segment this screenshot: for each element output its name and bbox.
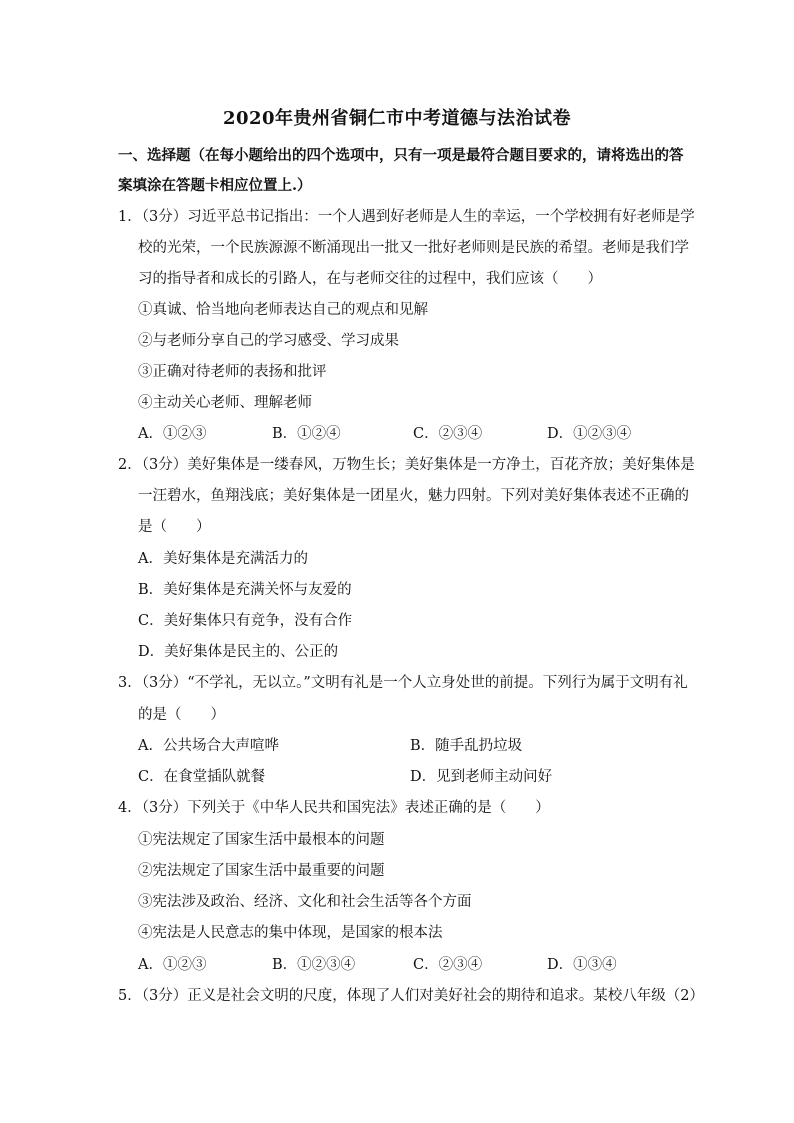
q4-item-3: ③宪法涉及政治、经济、文化和社会生活等各个方面 xyxy=(138,894,472,910)
q4-option-c[interactable]: C．②③④ xyxy=(413,957,483,973)
q2-option-b[interactable]: B．美好集体是充满关怀与友爱的 xyxy=(138,582,352,598)
q1-stem-line-1: 1．（3分）习近平总书记指出：一个人遇到好老师是人生的幸运，一个学校拥有好老师是学 xyxy=(118,209,695,225)
q1-stem-line-2: 校的光荣，一个民族源源不断涌现出一批又一批好老师则是民族的希望。老师是我们学 xyxy=(138,240,689,256)
q4-option-b[interactable]: B．①②③④ xyxy=(272,957,356,973)
q4-stem-line-1: 4．（3分）下列关于《中华人民共和国宪法》表述正确的是（ ） xyxy=(118,800,550,816)
q1-item-4: ④主动关心老师、理解老师 xyxy=(138,395,312,411)
q3-options-row-2 xyxy=(138,767,698,787)
q1-item-1: ①真诚、恰当地向老师表达自己的观点和见解 xyxy=(138,302,428,318)
q1-item-3: ③正确对待老师的表扬和批评 xyxy=(138,364,327,380)
q2-option-c[interactable]: C．美好集体只有竞争，没有合作 xyxy=(138,613,353,629)
q2-stem-line-3: 是（ ） xyxy=(138,519,211,535)
q1-option-c[interactable]: C．②③④ xyxy=(413,426,483,442)
q2-option-a[interactable]: A．美好集体是充满活力的 xyxy=(138,551,308,567)
q2-stem-line-2: 一汪碧水，鱼翔浅底；美好集体是一团星火，魅力四射。下列对美好集体表述不正确的 xyxy=(138,488,689,504)
q1-option-b[interactable]: B．①②④ xyxy=(272,426,341,442)
q3-stem-line-1: 3．（3分）“不学礼，无以立。”文明有礼是一个人立身处世的前提。下列行为属于文明有礼 xyxy=(118,675,688,691)
q1-option-d[interactable]: D．①②③④ xyxy=(547,426,632,442)
q3-option-d[interactable]: D．见到老师主动问好 xyxy=(410,769,553,785)
q3-option-c[interactable]: C．在食堂插队就餐 xyxy=(138,769,266,785)
q3-option-a[interactable]: A．公共场合大声喧哗 xyxy=(138,738,279,754)
section-heading-line-2: 案填涂在答题卡相应位置上.） xyxy=(118,177,312,194)
q1-stem-line-3: 习的指导者和成长的引路人，在与老师交往的过程中，我们应该（ ） xyxy=(138,271,602,287)
q4-item-4: ④宪法是人民意志的集中体现，是国家的根本法 xyxy=(138,925,443,941)
q5-stem-line-1: 5．（3分）正义是社会文明的尺度，体现了人们对美好社会的期待和追求。某校八年级（2） xyxy=(118,988,704,1004)
q4-option-a[interactable]: A．①②③ xyxy=(138,957,207,973)
q4-item-2: ②宪法规定了国家生活中最重要的问题 xyxy=(138,863,385,879)
page-title: 2020年贵州省铜仁市中考道德与法治试卷 xyxy=(222,108,572,129)
q3-options-row-1 xyxy=(138,736,698,756)
q1-options xyxy=(138,424,698,444)
section-heading-line-1: 一、选择题（在每小题给出的四个选项中，只有一项是最符合题目要求的，请将选出的答 xyxy=(118,147,684,164)
q2-option-d[interactable]: D．美好集体是民主的、公正的 xyxy=(138,644,339,660)
q1-option-a[interactable]: A．①②③ xyxy=(138,426,207,442)
q1-item-2: ②与老师分享自己的学习感受、学习成果 xyxy=(138,333,399,349)
q4-option-d[interactable]: D．①③④ xyxy=(547,957,617,973)
q4-item-1: ①宪法规定了国家生活中最根本的问题 xyxy=(138,832,385,848)
q3-stem-line-2: 的是（ ） xyxy=(138,707,225,723)
q3-option-b[interactable]: B．随手乱扔垃圾 xyxy=(410,738,523,754)
q4-options xyxy=(138,955,698,975)
q2-stem-line-1: 2．（3分）美好集体是一缕春风，万物生长；美好集体是一方净土，百花齐放；美好集体是 xyxy=(118,457,695,473)
